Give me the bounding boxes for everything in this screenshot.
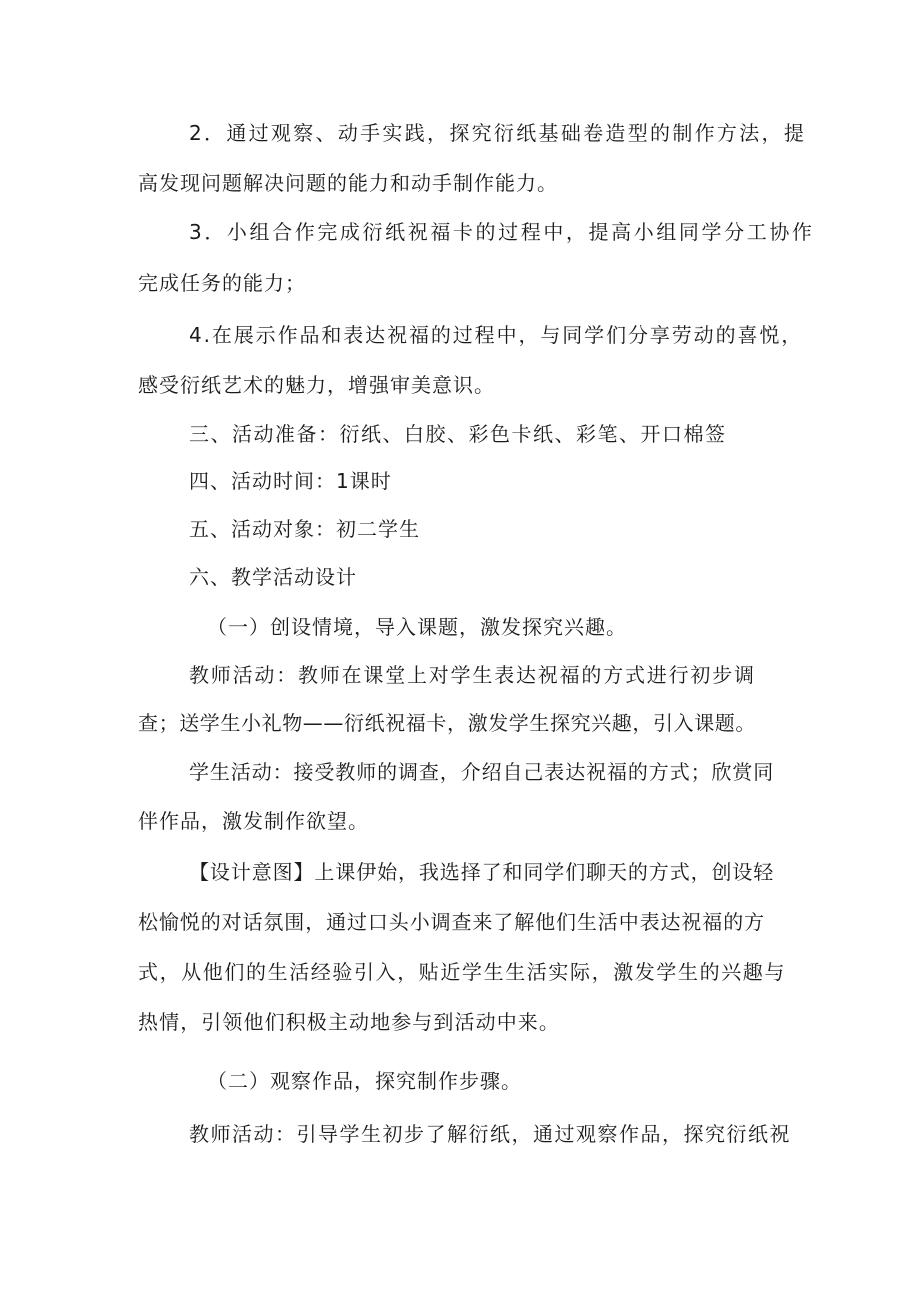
teacher-activity-2-line-1: 教师活动：引导学生初步了解衍纸，通过观察作品，探究衍纸祝 (189, 1122, 791, 1146)
section-activity-design: 六、教学活动设计 (189, 565, 357, 589)
design-intent-line-1: 【设计意图】上课伊始，我选择了和同学们聊天的方式，创设轻 (189, 860, 775, 884)
objective-4-line-2: 感受衍纸艺术的魅力，增强审美意识。 (138, 373, 495, 397)
student-activity-1-line-1: 学生活动：接受教师的调查，介绍自己表达祝福的方式；欣赏同 (189, 760, 775, 784)
section-activity-prep: 三、活动准备：衍纸、白胶、彩色卡纸、彩笔、开口棉签 (189, 422, 727, 446)
subsection-1-heading: （一）创设情境，导入课题，激发探究兴趣。 (207, 615, 627, 639)
student-activity-1-line-2: 伴作品，激发制作欲望。 (138, 809, 369, 833)
subsection-2-heading: （二）观察作品，探究制作步骤。 (207, 1069, 522, 1093)
section-activity-time: 四、活动时间：1课时 (189, 469, 392, 493)
objective-2-line-2: 高发现问题解决问题的能力和动手制作能力。 (138, 171, 558, 195)
design-intent-line-4: 热情，引领他们积极主动地参与到活动中来。 (138, 1010, 560, 1034)
teacher-activity-1-line-2: 查；送学生小礼物——衍纸祝福卡，激发学生探究兴趣，引入课题。 (138, 711, 756, 735)
teacher-activity-1-line-1: 教师活动：教师在课堂上对学生表达祝福的方式进行初步调 (189, 663, 756, 687)
objective-3-line-2: 完成任务的能力； (138, 271, 306, 295)
section-activity-target: 五、活动对象：初二学生 (189, 517, 420, 541)
design-intent-line-3: 式，从他们的生活经验引入，贴近学生生活实际，激发学生的兴趣与 (138, 960, 786, 984)
objective-2-line-1: 2．通过观察、动手实践，探究衍纸基础卷造型的制作方法，提 (189, 121, 807, 145)
design-intent-line-2: 松愉悦的对话氛围，通过口头小调查来了解他们生活中表达祝福的方 (138, 910, 765, 934)
objective-3-line-1: 3．小组合作完成衍纸祝福卡的过程中，提高小组同学分工协作 (189, 220, 815, 244)
objective-4-line-1: 4.在展示作品和表达祝福的过程中，与同学们分享劳动的喜悦， (189, 323, 804, 347)
